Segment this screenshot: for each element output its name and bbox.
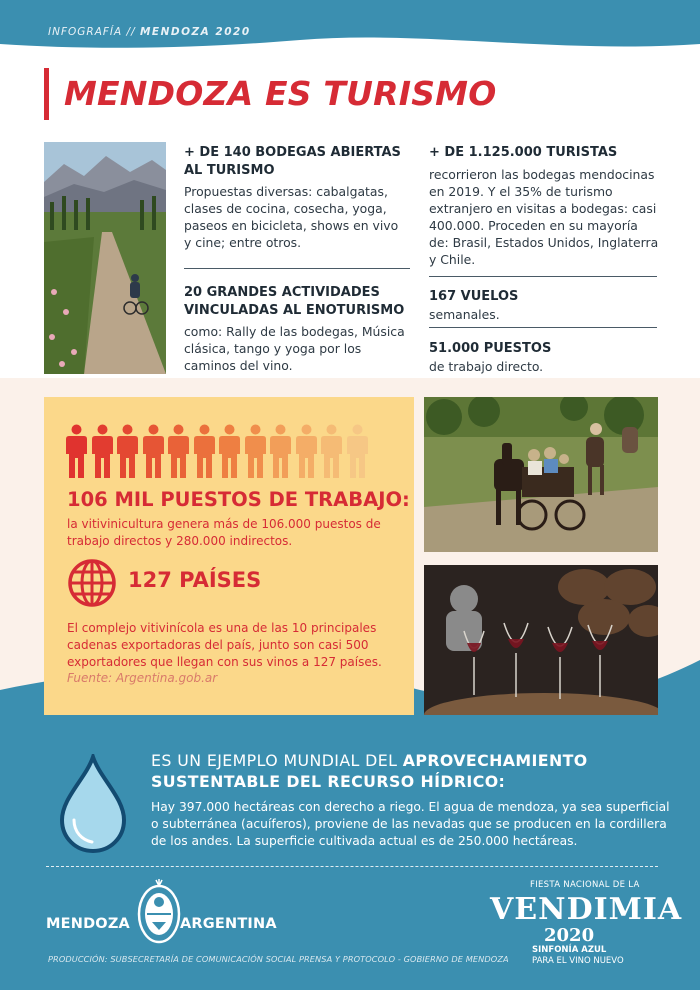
footer-credit: PRODUCCIÓN: SUBSECRETARÍA DE COMUNICACIÓN SOCIAL PRENSA Y PROTOCOLO - GOBIERNO DE MENDOZA <box>48 954 509 964</box>
vineyard-cyclist-photo <box>44 142 166 374</box>
logo-word-mendoza: MENDOZA <box>46 916 130 932</box>
people-icon-row <box>66 424 368 478</box>
countries-text: El complejo vitivinícola es una de las 10 principales cadenas exportadoras del país, junto son casi 500 exportadores que llegan con sus vinos a 127 países. <box>67 621 382 669</box>
vendimia-line4: SINFONÍA AZUL <box>532 945 607 955</box>
water-drop-icon <box>56 754 130 854</box>
divider <box>184 268 410 269</box>
jobs-headline: 106 MIL PUESTOS DE TRABAJO: <box>67 488 410 511</box>
stat-turistas-title: + DE 1.125.000 TURISTAS <box>429 145 618 160</box>
person-icon <box>296 424 317 478</box>
stat-puestos <box>429 340 657 375</box>
countries-headline: 127 PAÍSES <box>128 568 262 592</box>
person-icon <box>321 424 342 478</box>
person-icon <box>168 424 189 478</box>
stat-vuelos-text: semanales. <box>429 307 500 322</box>
vendimia-line5: PARA EL VINO NUEVO <box>532 956 624 966</box>
dashed-divider <box>46 866 658 867</box>
person-icon <box>117 424 138 478</box>
divider <box>429 276 657 277</box>
water-text: Hay 397.000 hectáreas con derecho a riego. El agua de mendoza, ya sea superficial o subterránea (acuíferos), proviene de las nevadas que se producen en la cordillera de los andes. La superficie cultivada actual es de 250.000 hectáreas. <box>151 800 670 848</box>
title-accent-bar <box>44 68 49 120</box>
vendimia-year: 2020 <box>544 925 595 946</box>
mendoza-emblem-logo <box>44 878 274 944</box>
stat-puestos-text: de trabajo directo. <box>429 359 544 374</box>
source-note: Fuente: Argentina.gob.ar <box>67 671 218 685</box>
person-icon <box>245 424 266 478</box>
vendimia-line1: FIESTA NACIONAL DE LA <box>530 880 640 890</box>
wine-glasses-photo <box>424 565 658 715</box>
stat-vuelos-title: 167 VUELOS <box>429 289 519 304</box>
person-icon <box>194 424 215 478</box>
stat-puestos-title: 51.000 PUESTOS <box>429 341 552 356</box>
stat-turistas-text: recorrieron las bodegas mendocinas en 2019. Y el 35% de turismo extranjero en visitas a bodegas: casi 400.000. Proceden en su mayoría de: Brasil, Estados Unidos, Inglaterra y Chile. <box>429 167 659 267</box>
person-icon <box>270 424 291 478</box>
vendimia-wordmark: VENDIMIA <box>490 892 683 927</box>
stat-turistas <box>429 144 659 268</box>
stat-actividades-title: 20 GRANDES ACTIVIDADES VINCULADAS AL ENOTURISMO <box>184 285 405 318</box>
person-icon <box>92 424 113 478</box>
globe-icon <box>67 558 117 608</box>
stat-vuelos <box>429 288 657 323</box>
stat-bodegas-title: + DE 140 BODEGAS ABIERTAS AL TURISMO <box>184 145 401 178</box>
person-icon <box>66 424 87 478</box>
stat-actividades-text: como: Rally de las bodegas, Música clásica, tango y yoga por los caminos del vino. <box>184 324 405 373</box>
horse-carriage-photo <box>424 397 658 552</box>
kicker: INFOGRAFÍA // MENDOZA 2020 <box>48 26 251 38</box>
vendimia-logo <box>488 880 683 970</box>
jobs-text: la vitivinicultura genera más de 106.000 puestos de trabajo directos y 280.000 indirectos. <box>67 517 381 548</box>
logo-word-argentina: ARGENTINA <box>180 916 277 932</box>
stat-bodegas <box>184 144 404 251</box>
divider <box>429 327 657 328</box>
person-icon <box>219 424 240 478</box>
person-icon <box>347 424 368 478</box>
stat-bodegas-text: Propuestas diversas: cabalgatas, clases de cocina, cosecha, yoga, paseos en bicicleta, shows en vivo y cine; entre otros. <box>184 184 399 250</box>
water-headline: ES UN EJEMPLO MUNDIAL DEL APROVECHAMIENTO SUSTENTABLE DEL RECURSO HÍDRICO: <box>151 751 588 791</box>
person-icon <box>143 424 164 478</box>
page-title: MENDOZA ES TURISMO <box>64 74 497 113</box>
stat-actividades <box>184 284 406 374</box>
